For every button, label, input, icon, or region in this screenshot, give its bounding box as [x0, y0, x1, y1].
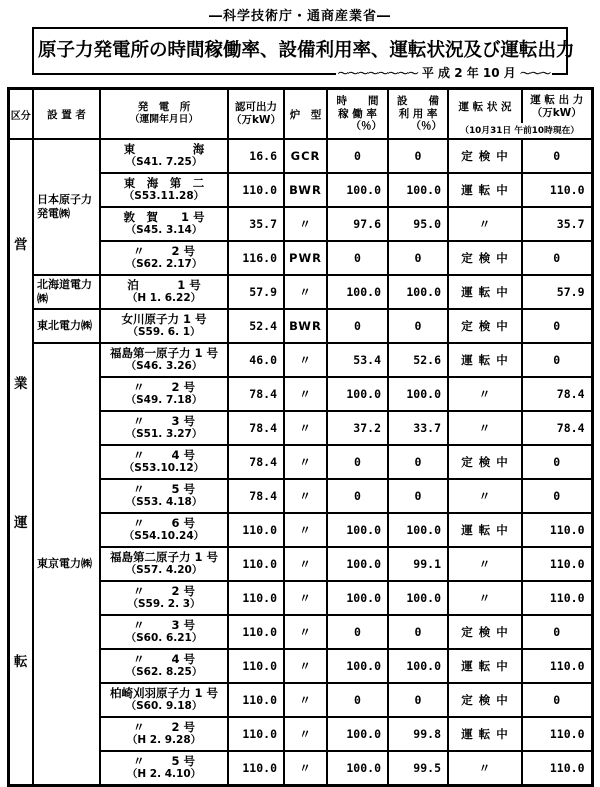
- output-cell: 110.0: [522, 547, 592, 581]
- header-licensed-line2: （万kW）: [230, 114, 282, 126]
- plant-cell: [100, 377, 228, 411]
- plant-cell: [100, 309, 228, 343]
- plant-date: （S54.10.24）: [123, 530, 205, 543]
- status-cell: 定 検 中: [448, 241, 522, 275]
- output-cell: 0: [522, 241, 592, 275]
- capacity-rate-cell: 0: [388, 479, 448, 513]
- plant-name: 女川原子力 1 号: [121, 312, 207, 327]
- category-vertical-text: [10, 144, 33, 780]
- plant-date: （S46. 3.26）: [125, 360, 203, 373]
- header-capacity-line2: 利 用 率: [398, 108, 438, 121]
- category-char: 運: [14, 515, 28, 532]
- header-reactor-type: 炉 型: [284, 89, 327, 140]
- header-plant: [100, 89, 228, 140]
- licensed-output-cell: 116.0: [228, 241, 284, 275]
- plant-date: （S60. 9.18）: [125, 700, 203, 713]
- plant-cell: [100, 683, 228, 717]
- plant-cell: [100, 717, 228, 751]
- licensed-output-cell: 110.0: [228, 751, 284, 785]
- time-rate-cell: 100.0: [327, 547, 388, 581]
- owner-cell: 東京電力㈱: [33, 343, 100, 785]
- reactor-type-cell: 〃: [284, 581, 327, 615]
- reactor-type-cell: 〃: [284, 683, 327, 717]
- output-cell: 0: [522, 615, 592, 649]
- header-time-line2: 稼 働 率: [338, 108, 377, 121]
- owner-cell: 北海道電力㈱: [33, 275, 100, 309]
- status-cell: 〃: [448, 377, 522, 411]
- reactor-type-cell: 〃: [284, 411, 327, 445]
- licensed-output-cell: 110.0: [228, 547, 284, 581]
- licensed-output-cell: 57.9: [228, 275, 284, 309]
- reactor-type-cell: 〃: [284, 377, 327, 411]
- plant-cell: [100, 241, 228, 275]
- reactor-type-cell: 〃: [284, 275, 327, 309]
- status-cell: 〃: [448, 547, 522, 581]
- time-rate-cell: 100.0: [327, 513, 388, 547]
- reactor-type-cell: BWR: [284, 173, 327, 207]
- time-rate-cell: 100.0: [327, 717, 388, 751]
- header-status: 運 転 状 況: [449, 90, 523, 123]
- licensed-output-cell: 78.4: [228, 411, 284, 445]
- licensed-output-cell: 35.7: [228, 207, 284, 241]
- output-cell: 35.7: [522, 207, 592, 241]
- output-cell: 0: [522, 445, 592, 479]
- output-cell: 110.0: [522, 751, 592, 785]
- category-cell: [8, 139, 33, 785]
- plant-date: （S45. 3.14）: [125, 224, 203, 237]
- output-cell: 0: [522, 343, 592, 377]
- reactor-type-cell: 〃: [284, 649, 327, 683]
- time-rate-cell: 0: [327, 445, 388, 479]
- reactor-type-cell: PWR: [284, 241, 327, 275]
- reactor-type-cell: GCR: [284, 139, 327, 173]
- plant-cell: [100, 343, 228, 377]
- time-rate-cell: 0: [327, 139, 388, 173]
- status-cell: 〃: [448, 751, 522, 785]
- plant-status-table: [7, 87, 594, 787]
- time-rate-cell: 100.0: [327, 581, 388, 615]
- output-cell: 110.0: [522, 581, 592, 615]
- plant-date: （S59. 6. 1）: [127, 326, 201, 339]
- agency-caption: ―科学技術庁・通商産業省―: [208, 9, 391, 24]
- header-output: [523, 90, 591, 123]
- header-status-output-group: [448, 89, 592, 140]
- output-cell: 0: [522, 479, 592, 513]
- plant-name: 福島第一原子力 1 号: [109, 346, 218, 361]
- licensed-output-cell: 52.4: [228, 309, 284, 343]
- licensed-output-cell: 78.4: [228, 445, 284, 479]
- plant-date: （S57. 4.20）: [125, 564, 203, 577]
- reactor-type-cell: 〃: [284, 717, 327, 751]
- output-cell: 78.4: [522, 377, 592, 411]
- status-cell: 定 検 中: [448, 615, 522, 649]
- status-cell: 〃: [448, 479, 522, 513]
- plant-name: 〃 2 号: [132, 244, 195, 259]
- plant-date: （H 2. 4.10）: [126, 767, 202, 780]
- time-rate-cell: 0: [327, 479, 388, 513]
- plant-name: 泊 1 号: [127, 278, 201, 293]
- header-output-line2: （万kW）: [531, 106, 582, 119]
- status-cell: 定 検 中: [448, 683, 522, 717]
- time-rate-cell: 0: [327, 615, 388, 649]
- capacity-rate-cell: 100.0: [388, 513, 448, 547]
- output-cell: 78.4: [522, 411, 592, 445]
- plant-date: （S62. 2.17）: [125, 258, 203, 271]
- plant-cell: [100, 173, 228, 207]
- reactor-type-cell: BWR: [284, 309, 327, 343]
- table-header: [8, 89, 592, 140]
- header-owner: 設 置 者: [33, 89, 100, 140]
- capacity-rate-cell: 100.0: [388, 275, 448, 309]
- wavy-line-left: ～～～～～～～～: [337, 67, 418, 80]
- capacity-rate-cell: 95.0: [388, 207, 448, 241]
- time-rate-cell: 0: [327, 683, 388, 717]
- plant-date: （S53.10.12）: [123, 462, 205, 475]
- reactor-type-cell: 〃: [284, 751, 327, 785]
- plant-cell: [100, 751, 228, 785]
- plant-cell: [100, 207, 228, 241]
- plant-name: 〃 4 号: [132, 652, 195, 667]
- reactor-type-cell: 〃: [284, 343, 327, 377]
- header-capacity-line1: 設 備: [397, 95, 439, 108]
- status-cell: 定 検 中: [448, 445, 522, 479]
- plant-cell: [100, 615, 228, 649]
- plant-cell: [100, 649, 228, 683]
- status-cell: 運 転 中: [448, 343, 522, 377]
- date-label: [336, 65, 552, 82]
- plant-name: 〃 2 号: [132, 584, 195, 599]
- time-rate-cell: 53.4: [327, 343, 388, 377]
- licensed-output-cell: 110.0: [228, 581, 284, 615]
- table-row: [8, 343, 592, 377]
- status-cell: 運 転 中: [448, 649, 522, 683]
- plant-date: （S51. 3.27）: [125, 428, 203, 441]
- header-output-line1: 運 転 出 力: [530, 93, 584, 106]
- plant-date: （S60. 6.21）: [125, 632, 203, 645]
- status-cell: 定 検 中: [448, 139, 522, 173]
- capacity-rate-cell: 100.0: [388, 377, 448, 411]
- plant-name: 〃 2 号: [132, 720, 195, 735]
- plant-date: （S41. 7.25）: [125, 156, 203, 169]
- reactor-type-cell: 〃: [284, 547, 327, 581]
- reactor-type-cell: 〃: [284, 513, 327, 547]
- time-rate-cell: 100.0: [327, 275, 388, 309]
- plant-name: 〃 2 号: [132, 380, 195, 395]
- status-cell: 〃: [448, 207, 522, 241]
- plant-name: 東 海 第 二: [123, 176, 205, 191]
- capacity-rate-cell: 0: [388, 615, 448, 649]
- capacity-rate-cell: 0: [388, 139, 448, 173]
- output-cell: 57.9: [522, 275, 592, 309]
- header-category: 区分: [8, 89, 33, 140]
- capacity-rate-cell: 99.8: [388, 717, 448, 751]
- plant-cell: [100, 411, 228, 445]
- plant-date: （H 2. 9.28）: [126, 734, 202, 747]
- time-rate-cell: 97.6: [327, 207, 388, 241]
- table-body: [8, 139, 592, 785]
- plant-date: （S53.11.28）: [123, 190, 205, 203]
- status-cell: 〃: [448, 411, 522, 445]
- reactor-type-cell: 〃: [284, 207, 327, 241]
- output-cell: 0: [522, 139, 592, 173]
- status-cell: 運 転 中: [448, 275, 522, 309]
- output-cell: 110.0: [522, 717, 592, 751]
- capacity-rate-cell: 100.0: [388, 649, 448, 683]
- plant-name: 敦 賀 1 号: [123, 210, 205, 225]
- category-char: 転: [14, 654, 28, 671]
- capacity-rate-cell: 100.0: [388, 581, 448, 615]
- capacity-rate-cell: 52.6: [388, 343, 448, 377]
- capacity-rate-cell: 0: [388, 683, 448, 717]
- plant-date: （S62. 8.25）: [125, 666, 203, 679]
- header-capacity-line3: （％）: [410, 120, 442, 133]
- table-row: [8, 139, 592, 173]
- licensed-output-cell: 110.0: [228, 615, 284, 649]
- capacity-rate-cell: 99.5: [388, 751, 448, 785]
- licensed-output-cell: 78.4: [228, 377, 284, 411]
- plant-date: （S53. 4.18）: [125, 496, 203, 509]
- licensed-output-cell: 110.0: [228, 173, 284, 207]
- header-plant-line1: 発 電 所: [137, 101, 191, 114]
- header-capacity-rate: [388, 89, 448, 140]
- plant-name: 〃 3 号: [132, 414, 195, 429]
- status-cell: 〃: [448, 581, 522, 615]
- plant-name: 〃 4 号: [132, 448, 195, 463]
- reactor-type-cell: 〃: [284, 479, 327, 513]
- time-rate-cell: 100.0: [327, 751, 388, 785]
- status-cell: 運 転 中: [448, 717, 522, 751]
- header-licensed-output: [228, 89, 284, 140]
- status-cell: 運 転 中: [448, 173, 522, 207]
- plant-name: 福島第二原子力 1 号: [109, 550, 218, 565]
- header-time-line1: 時 間: [336, 95, 379, 108]
- time-rate-cell: 100.0: [327, 173, 388, 207]
- licensed-output-cell: 16.6: [228, 139, 284, 173]
- owner-cell: 日本原子力発電㈱: [33, 139, 100, 275]
- output-cell: 110.0: [522, 649, 592, 683]
- output-cell: 110.0: [522, 513, 592, 547]
- owner-cell: 東北電力㈱: [33, 309, 100, 343]
- status-cell: 定 検 中: [448, 309, 522, 343]
- capacity-rate-cell: 0: [388, 445, 448, 479]
- time-rate-cell: 0: [327, 241, 388, 275]
- plant-date: （S59. 2. 3）: [127, 598, 201, 611]
- licensed-output-cell: 110.0: [228, 717, 284, 751]
- reactor-type-cell: 〃: [284, 615, 327, 649]
- table-row: [8, 309, 592, 343]
- header-plant-line2: （運開年月日）: [129, 114, 199, 126]
- report-month: 平 成 2 年 10 月: [421, 66, 516, 80]
- plant-name: 〃 5 号: [132, 482, 195, 497]
- output-cell: 0: [522, 309, 592, 343]
- plant-name: 〃 5 号: [132, 754, 195, 769]
- capacity-rate-cell: 99.1: [388, 547, 448, 581]
- licensed-output-cell: 78.4: [228, 479, 284, 513]
- licensed-output-cell: 110.0: [228, 683, 284, 717]
- output-cell: 110.0: [522, 173, 592, 207]
- output-cell: 0: [522, 683, 592, 717]
- table-row: [8, 275, 592, 309]
- reactor-type-cell: 〃: [284, 445, 327, 479]
- page-title: 原子力発電所の時間稼働率、設備利用率、運転状況及び運転出力: [38, 40, 575, 61]
- plant-name: 〃 3 号: [132, 618, 195, 633]
- licensed-output-cell: 46.0: [228, 343, 284, 377]
- plant-name: 柏崎刈羽原子力 1 号: [109, 686, 218, 701]
- plant-date: （S49. 7.18）: [125, 394, 203, 407]
- status-cell: 運 転 中: [448, 513, 522, 547]
- wavy-line-right: ～～～: [520, 67, 550, 80]
- plant-cell: [100, 275, 228, 309]
- header-licensed-line1: 認可出力: [235, 100, 277, 113]
- header-time-rate: [327, 89, 388, 140]
- header-time-line3: （％）: [350, 120, 382, 133]
- header-status-note: （10月31日 午前10時現在）: [460, 126, 580, 136]
- plant-cell: [100, 547, 228, 581]
- capacity-rate-cell: 100.0: [388, 173, 448, 207]
- licensed-output-cell: 110.0: [228, 649, 284, 683]
- time-rate-cell: 100.0: [327, 377, 388, 411]
- time-rate-cell: 100.0: [327, 649, 388, 683]
- category-char: 業: [14, 376, 28, 393]
- plant-cell: [100, 139, 228, 173]
- time-rate-cell: 0: [327, 309, 388, 343]
- plant-name: 〃 6 号: [132, 516, 195, 531]
- capacity-rate-cell: 33.7: [388, 411, 448, 445]
- time-rate-cell: 37.2: [327, 411, 388, 445]
- plant-cell: [100, 581, 228, 615]
- plant-cell: [100, 445, 228, 479]
- title-box: [32, 27, 575, 80]
- plant-date: （H 1. 6.22）: [126, 292, 202, 305]
- capacity-rate-cell: 0: [388, 241, 448, 275]
- plant-cell: [100, 479, 228, 513]
- capacity-rate-cell: 0: [388, 309, 448, 343]
- category-char: 営: [14, 237, 28, 254]
- plant-cell: [100, 513, 228, 547]
- plant-name: 東 海: [123, 142, 205, 157]
- licensed-output-cell: 110.0: [228, 513, 284, 547]
